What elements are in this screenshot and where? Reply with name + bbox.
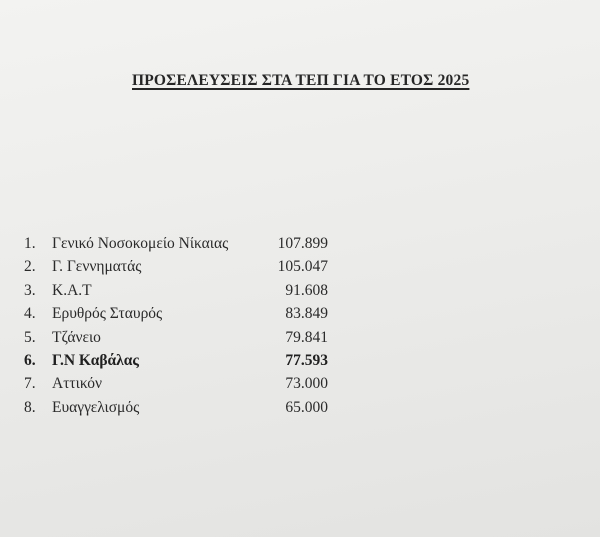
visits-count: 107.899 — [277, 235, 328, 252]
visits-count: 83.849 — [285, 305, 328, 323]
item-number: 4. — [24, 305, 36, 323]
hospital-name: Ερυθρός Σταυρός — [52, 305, 163, 323]
visits-count: 77.593 — [285, 351, 328, 369]
hospital-name: Αττικόν — [52, 375, 103, 393]
list-item-highlighted — [24, 349, 444, 372]
hospital-name: Τζάνειο — [52, 328, 101, 346]
list-item — [24, 326, 444, 349]
hospital-name: Γ. Γεννηματάς — [52, 258, 142, 276]
item-number: 3. — [24, 281, 36, 299]
item-number: 8. — [24, 398, 36, 416]
item-number: 1. — [24, 235, 36, 252]
list-item — [24, 279, 444, 302]
hospital-name: Ευαγγελισμός — [52, 398, 140, 416]
list-item — [24, 255, 444, 278]
list-item — [24, 372, 444, 395]
visits-count: 73.000 — [285, 375, 328, 393]
visits-count: 79.841 — [285, 328, 328, 346]
list-item — [24, 396, 444, 419]
document-title: ΠΡΟΣΕΛΕΥΣΕΙΣ ΣΤΑ ΤΕΠ ΓΙΑ ΤΟ ΕΤΟΣ 2025 — [132, 72, 470, 89]
list-item — [24, 302, 444, 325]
item-number: 5. — [24, 328, 36, 346]
hospital-name: Κ.Α.Τ — [52, 281, 92, 299]
hospital-name: Γ.Ν Καβάλας — [52, 351, 139, 369]
visits-count: 91.608 — [285, 281, 328, 299]
item-number: 6. — [24, 351, 36, 369]
visits-count: 105.047 — [277, 258, 328, 276]
visits-count: 65.000 — [285, 398, 328, 416]
list-item — [24, 232, 444, 255]
item-number: 7. — [24, 375, 36, 393]
hospital-name: Γενικό Νοσοκομείο Νίκαιας — [52, 235, 229, 252]
item-number: 2. — [24, 258, 36, 276]
hospital-list — [24, 232, 444, 419]
